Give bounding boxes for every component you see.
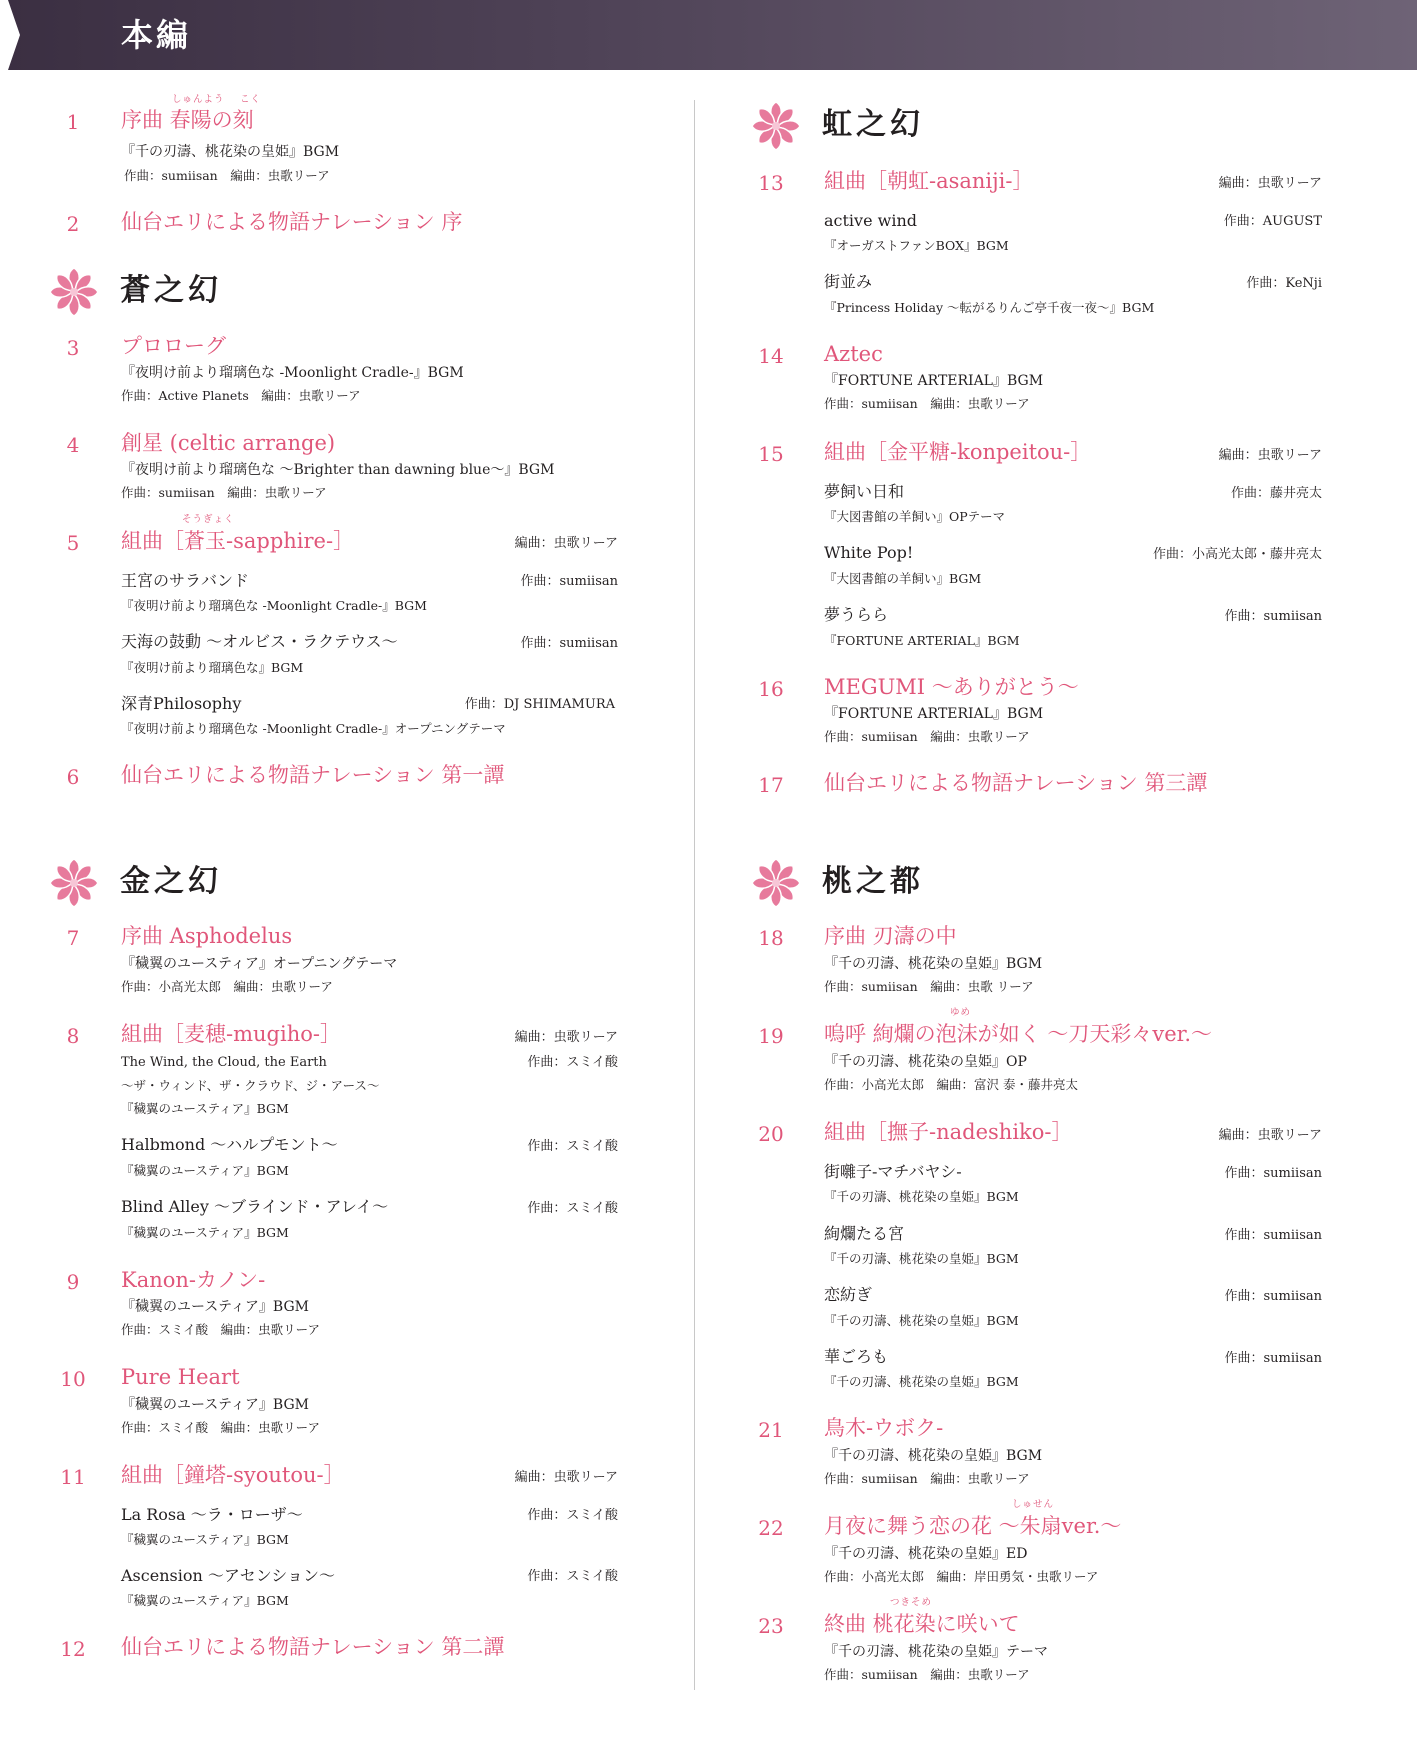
track-credit: 作曲：Active Planets 編曲：虫歌リーア (121, 388, 361, 403)
song-name-kana: 〜ザ・ウィンド、ザ・クラウド、ジ・アース〜 (121, 1078, 380, 1093)
track-title: 鳥木-ウボク- (824, 1416, 944, 1440)
track-title: Pure Heart (121, 1365, 240, 1389)
song-composer: 作曲：sumiisan (1224, 1289, 1322, 1304)
track-title: 組曲［蒼玉-sapphire-］ (121, 529, 355, 553)
section-heading (750, 857, 1150, 907)
track-source: 『夜明け前より瑠璃色な 〜Brighter than dawning blue〜』BGM (121, 462, 555, 478)
track-title: 組曲［金平糖-konpeitou-］ (824, 440, 1092, 464)
track-arranger: 編曲：虫歌リーア (514, 1470, 618, 1485)
header-title: 本編 (121, 16, 192, 54)
song-composer: 作曲：sumiisan (1224, 609, 1322, 624)
track-credit: 作曲：sumiisan 編曲：虫歌 リーア (824, 979, 1034, 994)
track-arranger: 編曲：虫歌リーア (1218, 1128, 1322, 1143)
song-source: 『大図書館の羊飼い』BGM (824, 571, 982, 586)
sakura-flower-icon (750, 100, 802, 152)
track-number: 19 (758, 1024, 784, 1048)
section-heading (48, 266, 448, 316)
song-name: White Pop! (824, 543, 914, 562)
track-source: 『FORTUNE ARTERIAL』BGM (824, 373, 1044, 389)
song-composer: 作曲：小高光太郎・藤井亮太 (1152, 547, 1322, 562)
ruby-text: ゆめ (950, 1007, 972, 1018)
song-composer: 作曲：sumiisan (1224, 1166, 1322, 1181)
song-name: Blind Alley 〜ブラインド・アレイ〜 (121, 1197, 389, 1216)
song-composer: 作曲：藤井亮太 (1230, 486, 1322, 501)
track-title: 仙台エリによる物語ナレーション 第三譚 (824, 771, 1208, 795)
track-arranger: 編曲：虫歌リーア (514, 1030, 618, 1045)
track-number: 14 (758, 344, 784, 368)
track-credit: 作曲：sumiisan 編曲：虫歌リーア (824, 729, 1030, 744)
track-number: 22 (758, 1516, 784, 1540)
track-number: 8 (66, 1024, 80, 1048)
track-number: 1 (66, 110, 80, 134)
section-heading (750, 100, 1150, 150)
song-composer: 作曲：スミイ酸 (527, 1055, 618, 1070)
track-number: 17 (758, 773, 784, 797)
column-divider (694, 100, 695, 1690)
song-composer: 作曲：DJ SHIMAMURA (464, 697, 615, 712)
song-composer: 作曲：sumiisan (1224, 1351, 1322, 1366)
track-source: 『夜明け前より瑠璃色な -Moonlight Cradle-』BGM (121, 365, 464, 381)
song-name: 夢飼い日和 (824, 482, 905, 501)
track-number: 10 (60, 1367, 86, 1391)
section-title: 虹之幻 (822, 107, 924, 142)
track-arranger: 編曲：虫歌リーア (1218, 448, 1322, 463)
sakura-flower-icon (48, 857, 100, 909)
track-title: 組曲［朝虹-asaniji-］ (824, 169, 1034, 193)
track-title: 序曲 Asphodelus (121, 924, 293, 948)
song-composer: 作曲：sumiisan (520, 636, 618, 651)
song-name: 絢爛たる宮 (824, 1224, 905, 1243)
song-source: 『夜明け前より瑠璃色な』BGM (121, 660, 304, 675)
track-source: 『千の刃濤、桃花染の皇姫』ED (824, 1546, 1028, 1562)
song-source: 『オーガストファンBOX』BGM (824, 238, 1009, 253)
header-bar (8, 0, 1417, 70)
song-composer: 作曲：スミイ酸 (527, 1508, 618, 1523)
song-source: 『穢翼のユースティア』BGM (121, 1101, 289, 1116)
song-name: 天海の鼓動 〜オルビス・ラクテウス〜 (121, 632, 398, 651)
track-source: 『千の刃濤、桃花染の皇姫』OP (824, 1054, 1027, 1070)
track-number: 21 (758, 1418, 784, 1442)
song-name: 街並み (824, 272, 873, 291)
track-number: 5 (66, 531, 80, 555)
track-credit: 作曲：小高光太郎 編曲：富沢 泰・藤井亮太 (824, 1077, 1078, 1092)
song-source: 『千の刃濤、桃花染の皇姫』BGM (824, 1313, 1019, 1328)
song-composer: 作曲：スミイ酸 (527, 1201, 618, 1216)
ruby-text: つきそめ (890, 1597, 933, 1608)
song-source: 『千の刃濤、桃花染の皇姫』BGM (824, 1251, 1019, 1266)
song-source: 『FORTUNE ARTERIAL』BGM (824, 633, 1020, 648)
track-title: 序曲 春陽の刻 (121, 108, 254, 132)
song-name: active wind (824, 211, 917, 230)
song-source: 『Princess Holiday 〜転がるりんご亭千夜一夜〜』BGM (824, 300, 1155, 315)
song-composer: 作曲：KeNji (1246, 276, 1322, 291)
song-name: Halbmond 〜ハルプモント〜 (121, 1135, 338, 1154)
track-credit: 作曲：sumiisan 編曲：虫歌リーア (124, 168, 330, 183)
song-composer: 作曲：スミイ酸 (527, 1139, 618, 1154)
track-credit: 作曲：小高光太郎 編曲：虫歌リーア (121, 979, 333, 994)
track-title: 嗚呼 絢爛の泡沫が如く 〜刀天彩々ver.〜 (824, 1022, 1213, 1046)
ruby-text: こく (240, 94, 262, 105)
song-name: The Wind, the Cloud, the Earth (121, 1055, 327, 1070)
track-source: 『穢翼のユースティア』BGM (121, 1299, 309, 1315)
song-source: 『穢翼のユースティア』BGM (121, 1163, 289, 1178)
track-source: 『千の刃濤、桃花染の皇姫』BGM (824, 1448, 1043, 1464)
track-credit: 作曲：スミイ酸 編曲：虫歌リーア (121, 1420, 321, 1435)
song-source: 『千の刃濤、桃花染の皇姫』BGM (824, 1374, 1019, 1389)
section-title: 桃之都 (822, 864, 924, 899)
track-number: 18 (758, 926, 784, 950)
track-number: 11 (60, 1465, 86, 1489)
track-title: 組曲［麦穂-mugiho-］ (121, 1022, 341, 1046)
track-title: 仙台エリによる物語ナレーション 第二譚 (121, 1635, 505, 1659)
track-number: 9 (66, 1270, 80, 1294)
song-name: 華ごろも (824, 1347, 889, 1366)
track-source: 『千の刃濤、桃花染の皇姫』テーマ (824, 1644, 1048, 1660)
track-title: 組曲［鐘塔-syoutou-］ (121, 1463, 345, 1487)
ruby-text: しゅんよう (172, 94, 225, 105)
song-source: 『千の刃濤、桃花染の皇姫』BGM (824, 1189, 1019, 1204)
section-heading (48, 857, 448, 907)
ruby-text: そうぎょく (182, 514, 235, 525)
song-name: 街囃子-マチバヤシ- (824, 1162, 962, 1181)
track-credit: 作曲：スミイ酸 編曲：虫歌リーア (121, 1322, 321, 1337)
track-title: プロローグ (121, 334, 226, 358)
track-credit: 作曲：sumiisan 編曲：虫歌リーア (824, 396, 1030, 411)
track-number: 16 (758, 677, 784, 701)
track-number: 13 (758, 171, 784, 195)
song-name: 王宮のサラバンド (121, 571, 250, 590)
track-title: 創星 (celtic arrange) (121, 431, 336, 455)
song-name: 夢うらら (824, 605, 889, 624)
track-number: 6 (66, 765, 80, 789)
song-source: 『穢翼のユースティア』BGM (121, 1532, 289, 1547)
track-credit: 作曲：sumiisan 編曲：虫歌リーア (824, 1471, 1030, 1486)
track-source: 『穢翼のユースティア』BGM (121, 1397, 309, 1413)
song-name: 恋紡ぎ (824, 1285, 873, 1304)
song-composer: 作曲：スミイ酸 (527, 1569, 618, 1584)
track-title: 仙台エリによる物語ナレーション 序 (121, 210, 463, 234)
track-title: 終曲 桃花染に咲いて (824, 1612, 1020, 1636)
track-number: 23 (758, 1614, 784, 1638)
song-name: Ascension 〜アセンション〜 (121, 1566, 335, 1585)
track-arranger: 編曲：虫歌リーア (514, 536, 618, 551)
track-credit: 作曲：sumiisan 編曲：虫歌リーア (824, 1667, 1030, 1682)
song-composer: 作曲：AUGUST (1223, 214, 1322, 229)
track-source: 『千の刃濤、桃花染の皇姫』BGM (121, 144, 340, 160)
track-number: 20 (758, 1122, 784, 1146)
song-composer: 作曲：sumiisan (520, 574, 618, 589)
track-number: 7 (66, 926, 80, 950)
track-number: 3 (66, 336, 80, 360)
track-credit: 作曲：小高光太郎 編曲：岸田勇気・虫歌リーア (824, 1569, 1099, 1584)
track-arranger: 編曲：虫歌リーア (1218, 176, 1322, 191)
song-name: La Rosa 〜ラ・ローザ〜 (121, 1505, 303, 1524)
track-number: 15 (758, 442, 784, 466)
track-title: Aztec (824, 342, 883, 366)
song-source: 『穢翼のユースティア』BGM (121, 1593, 289, 1608)
track-source: 『穢翼のユースティア』オープニングテーマ (121, 956, 398, 972)
section-title: 金之幻 (120, 864, 222, 899)
track-credit: 作曲：sumiisan 編曲：虫歌リーア (121, 485, 327, 500)
song-source: 『夜明け前より瑠璃色な -Moonlight Cradle-』BGM (121, 598, 427, 613)
track-number: 2 (66, 212, 80, 236)
track-title: 組曲［撫子-nadeshiko-］ (824, 1120, 1073, 1144)
song-source: 『夜明け前より瑠璃色な -Moonlight Cradle-』オープニングテーマ (121, 721, 506, 736)
track-title: 序曲 刃濤の中 (824, 924, 957, 948)
track-title: 仙台エリによる物語ナレーション 第一譚 (121, 763, 505, 787)
track-number: 12 (60, 1637, 86, 1661)
song-name: 深青Philosophy (121, 694, 242, 713)
sakura-flower-icon (750, 857, 802, 909)
ruby-text: しゅせん (1012, 1499, 1055, 1510)
section-title: 蒼之幻 (120, 273, 222, 308)
track-number: 4 (66, 433, 80, 457)
song-source: 『穢翼のユースティア』BGM (121, 1225, 289, 1240)
track-source: 『FORTUNE ARTERIAL』BGM (824, 706, 1044, 722)
track-title: Kanon-カノン- (121, 1268, 266, 1292)
track-source: 『千の刃濤、桃花染の皇姫』BGM (824, 956, 1043, 972)
track-title: MEGUMI 〜ありがとう〜 (824, 675, 1079, 699)
song-source: 『大図書館の羊飼い』OPテーマ (824, 509, 1006, 524)
song-composer: 作曲：sumiisan (1224, 1228, 1322, 1243)
sakura-flower-icon (48, 266, 100, 318)
track-title: 月夜に舞う恋の花 〜朱扇ver.〜 (824, 1514, 1122, 1538)
